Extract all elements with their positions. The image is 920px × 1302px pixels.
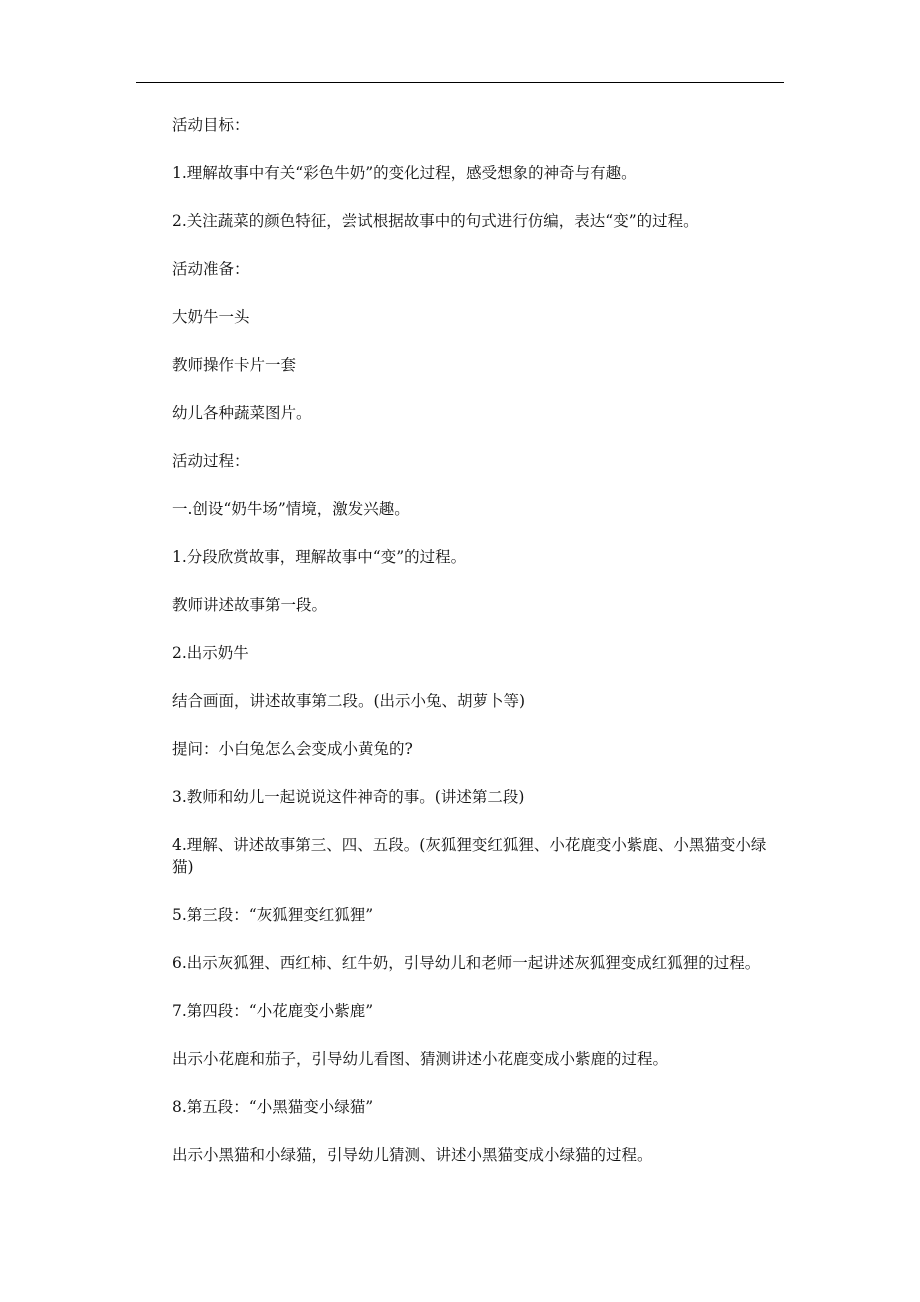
process-item: 结合画面，讲述故事第二段。(出示小兔、胡萝卜等) <box>172 692 526 710</box>
section-heading-process: 活动过程： <box>172 452 250 470</box>
section-heading-preparation: 活动准备： <box>172 260 250 278</box>
process-item: 出示小花鹿和茄子，引导幼儿看图、猜测讲述小花鹿变成小紫鹿的过程。 <box>172 1050 669 1068</box>
goal-item: 1.理解故事中有关“彩色牛奶”的变化过程，感受想象的神奇与有趣。 <box>172 164 637 182</box>
process-item: 1.分段欣赏故事，理解故事中“变”的过程。 <box>172 548 467 566</box>
section-heading-goals: 活动目标： <box>172 116 250 134</box>
process-item: 3.教师和幼儿一起说说这件神奇的事。(讲述第二段) <box>172 788 525 806</box>
process-item: 6.出示灰狐狸、西红柿、红牛奶，引导幼儿和老师一起讲述灰狐狸变成红狐狸的过程。 <box>172 954 761 972</box>
header-rule <box>136 82 784 83</box>
process-item: 出示小黑猫和小绿猫，引导幼儿猜测、讲述小黑猫变成小绿猫的过程。 <box>172 1146 653 1164</box>
preparation-item: 幼儿各种蔬菜图片。 <box>172 404 312 422</box>
process-item: 8.第五段：“小黑猫变小绿猫” <box>172 1098 374 1116</box>
preparation-item: 大奶牛一头 <box>172 308 250 326</box>
process-item: 4.理解、讲述故事第三、四、五段。(灰狐狸变红狐狸、小花鹿变小紫鹿、小黑猫变小绿猫) <box>172 836 767 876</box>
process-item: 5.第三段：“灰狐狸变红狐狸” <box>172 906 374 924</box>
process-item: 提问：小白兔怎么会变成小黄兔的? <box>172 740 413 758</box>
process-item: 一.创设“奶牛场”情境，激发兴趣。 <box>172 500 410 518</box>
preparation-item: 教师操作卡片一套 <box>172 356 297 374</box>
process-item: 2.出示奶牛 <box>172 644 249 662</box>
goal-item: 2.关注蔬菜的颜色特征，尝试根据故事中的句式进行仿编，表达“变”的过程。 <box>172 212 699 230</box>
process-item: 7.第四段：“小花鹿变小紫鹿” <box>172 1002 374 1020</box>
process-item: 教师讲述故事第一段。 <box>172 596 328 614</box>
document-body <box>172 114 792 1192</box>
